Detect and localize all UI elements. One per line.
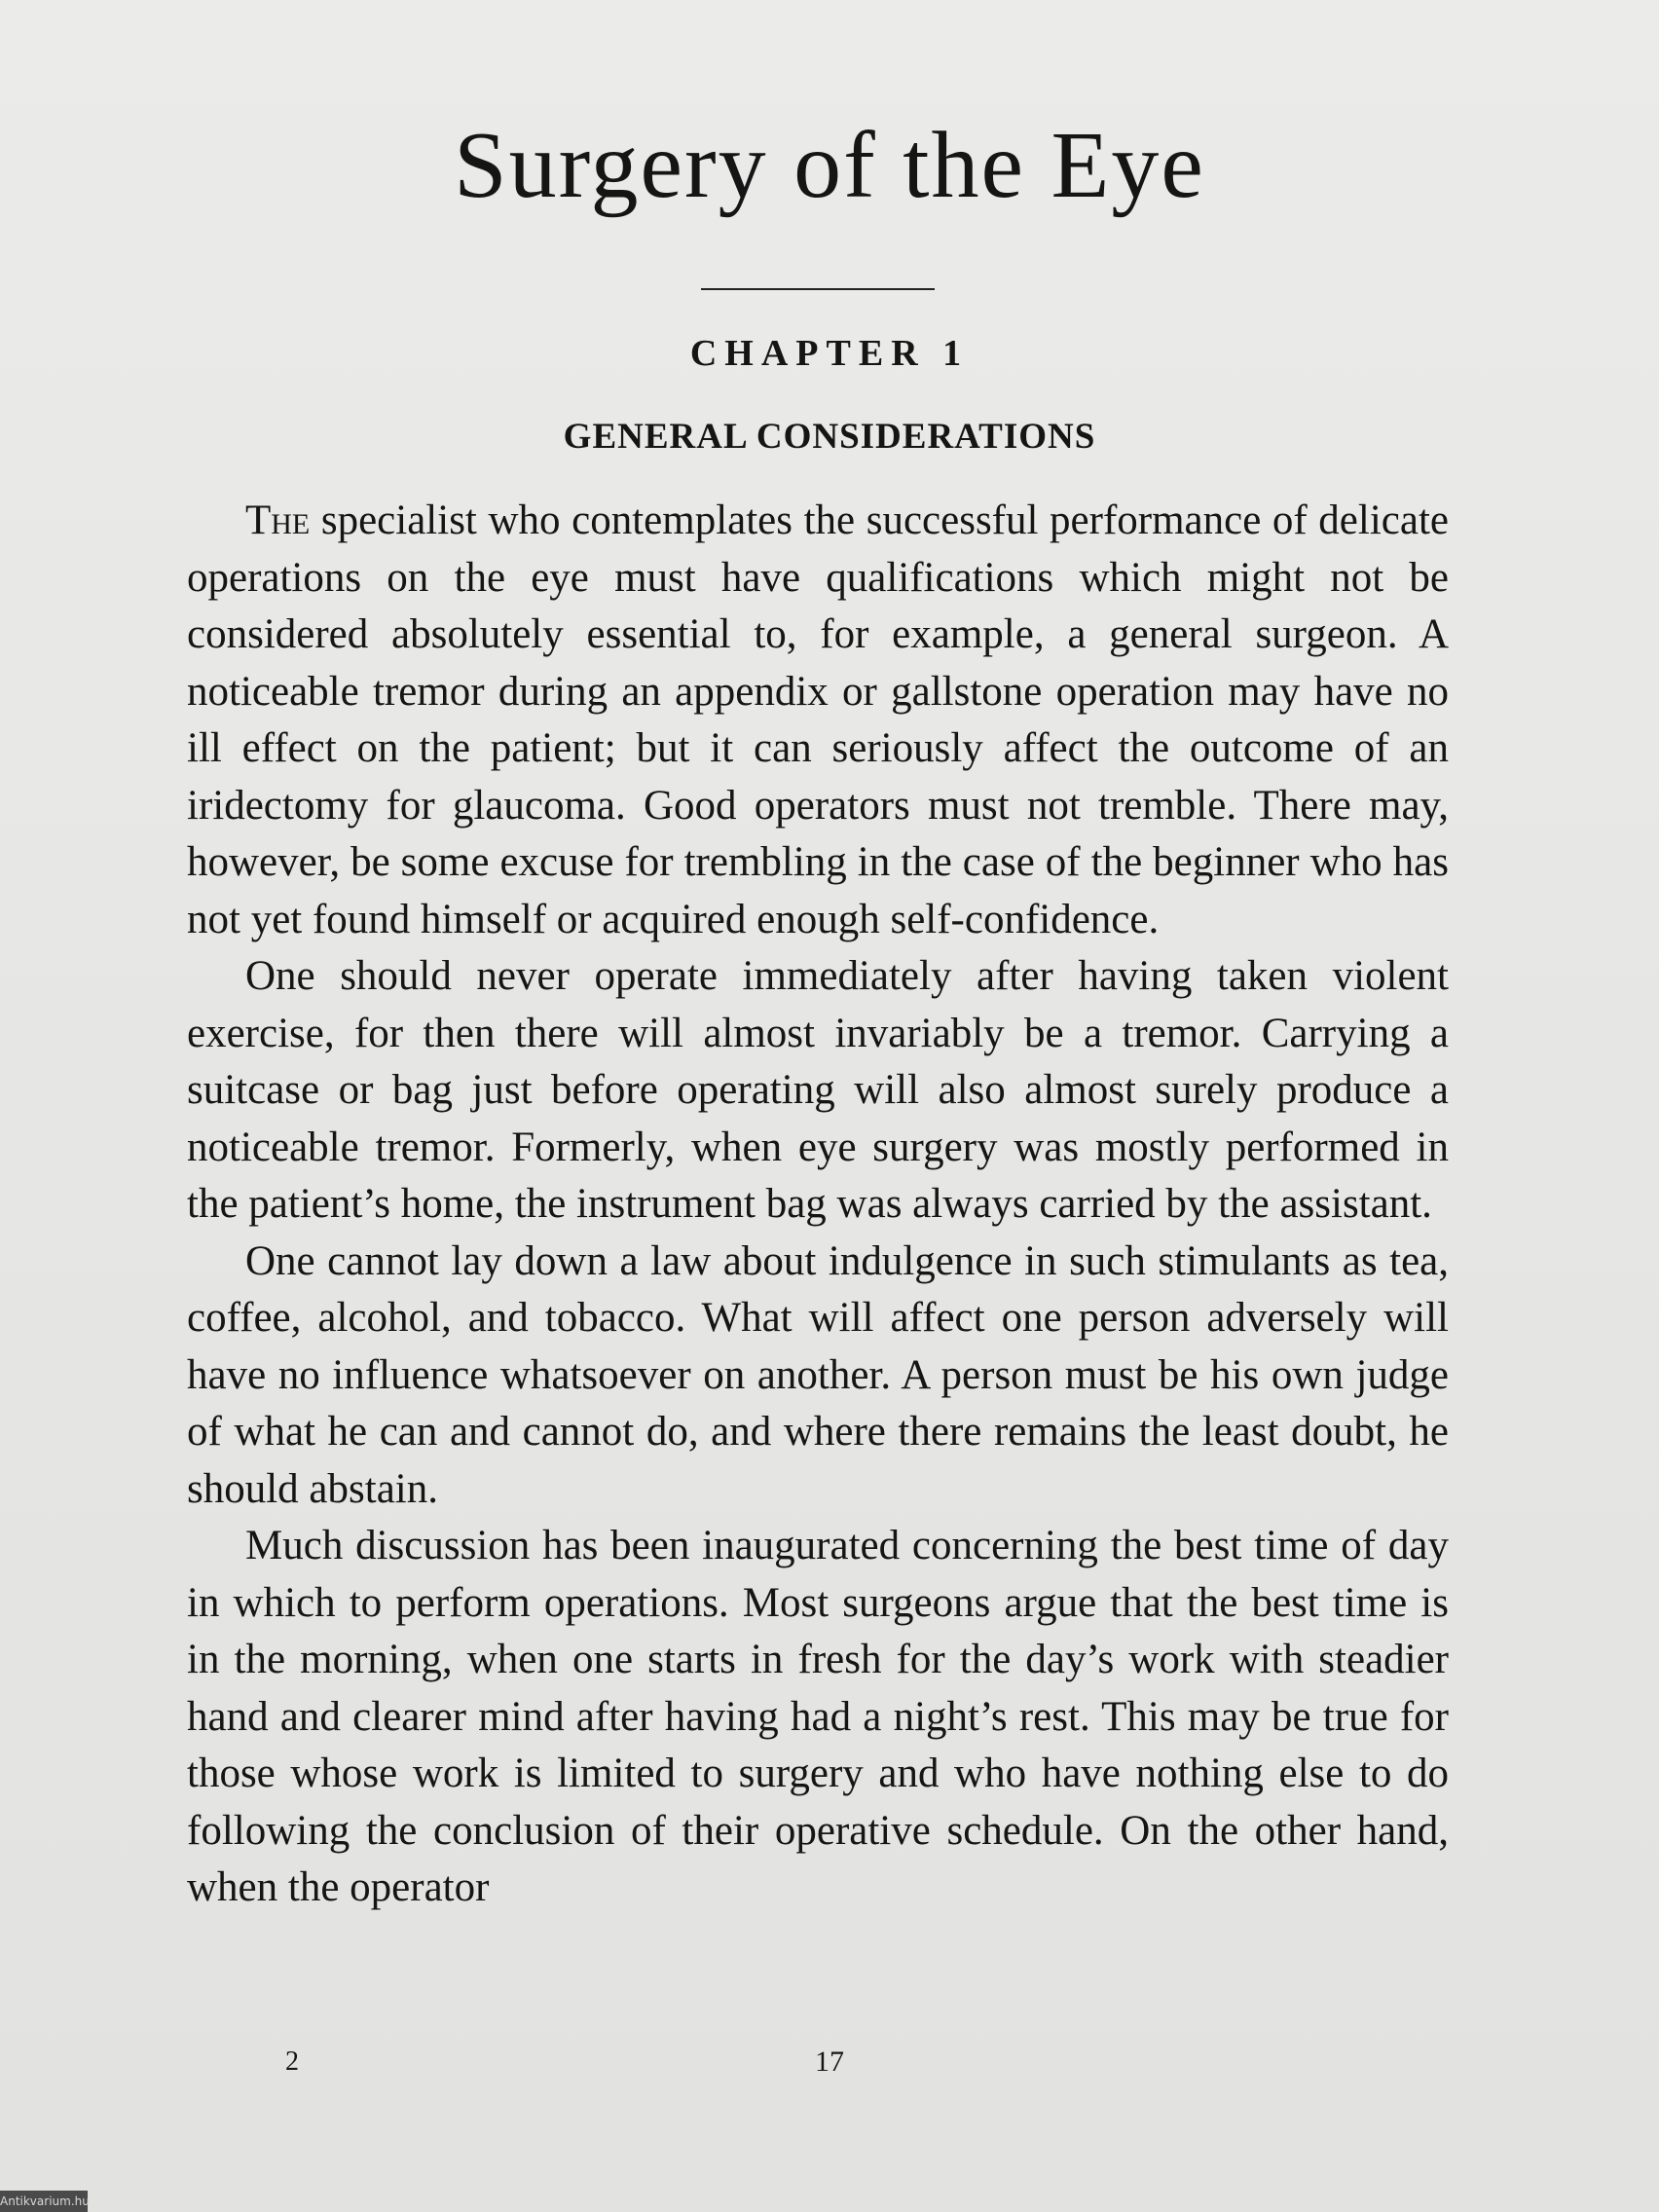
watermark-logo: Antikvarium.hu xyxy=(0,2191,88,2212)
body-text xyxy=(187,493,1449,1917)
paragraph-4: Much discussion has been inaugurated concerning the best time of day in which to perform operations. Most surgeons argue that the best time is in the morning, when one starts in fresh for the day’s work with steadier hand and clearer mind after having had a night’s rest. This may be true for those whose work is limited to surgery and who have nothing else to do following the conclusion of their operative schedule. On the other hand, when the operator xyxy=(187,1523,1449,1910)
paragraph-3: One cannot lay down a law about indulgence in such stimulants as tea, coffee, alcohol, and tobacco. What will affect one person adversely will have no influence whatsoever on another. A person must be his own judge of what he can and cannot do, and where there remains the least doubt, he should abstain. xyxy=(187,1237,1449,1512)
title-divider xyxy=(701,288,935,290)
section-heading: GENERAL CONSIDERATIONS xyxy=(563,417,1096,457)
page-number: 17 xyxy=(815,2046,844,2078)
paragraph-1 xyxy=(187,493,1449,948)
chapter-heading: CHAPTER 1 xyxy=(689,333,970,374)
book-title: Surgery of the Eye xyxy=(454,113,1205,218)
paragraph-text: specialist who contemplates the successful performance of delicate operations on the eye must have qualifications which might not be considered absolutely essential to, for example, a general surgeon. A noticeable tremor during an appendix or gallstone operation may have no ill effect on the patient; but it can seriously affect the outcome of an iridectomy for glaucoma. Good operators must not tremble. There may, however, be some excuse for trembling in the case of the beginner who has not yet found himself or acquired enough self-confidence. xyxy=(187,498,1449,942)
paragraph-2: One should never operate immediately after having taken violent exercise, for then there will almost invariably be a tremor. Carrying a suitcase or bag just before operating will also almost surely produce a noticeable tremor. Formerly, when eye surgery was mostly performed in the patient’s home, the instrument bag was always carried by the assistant. xyxy=(187,953,1449,1227)
paragraph-lead-word: The xyxy=(245,498,311,543)
signature-mark: 2 xyxy=(285,2046,299,2077)
